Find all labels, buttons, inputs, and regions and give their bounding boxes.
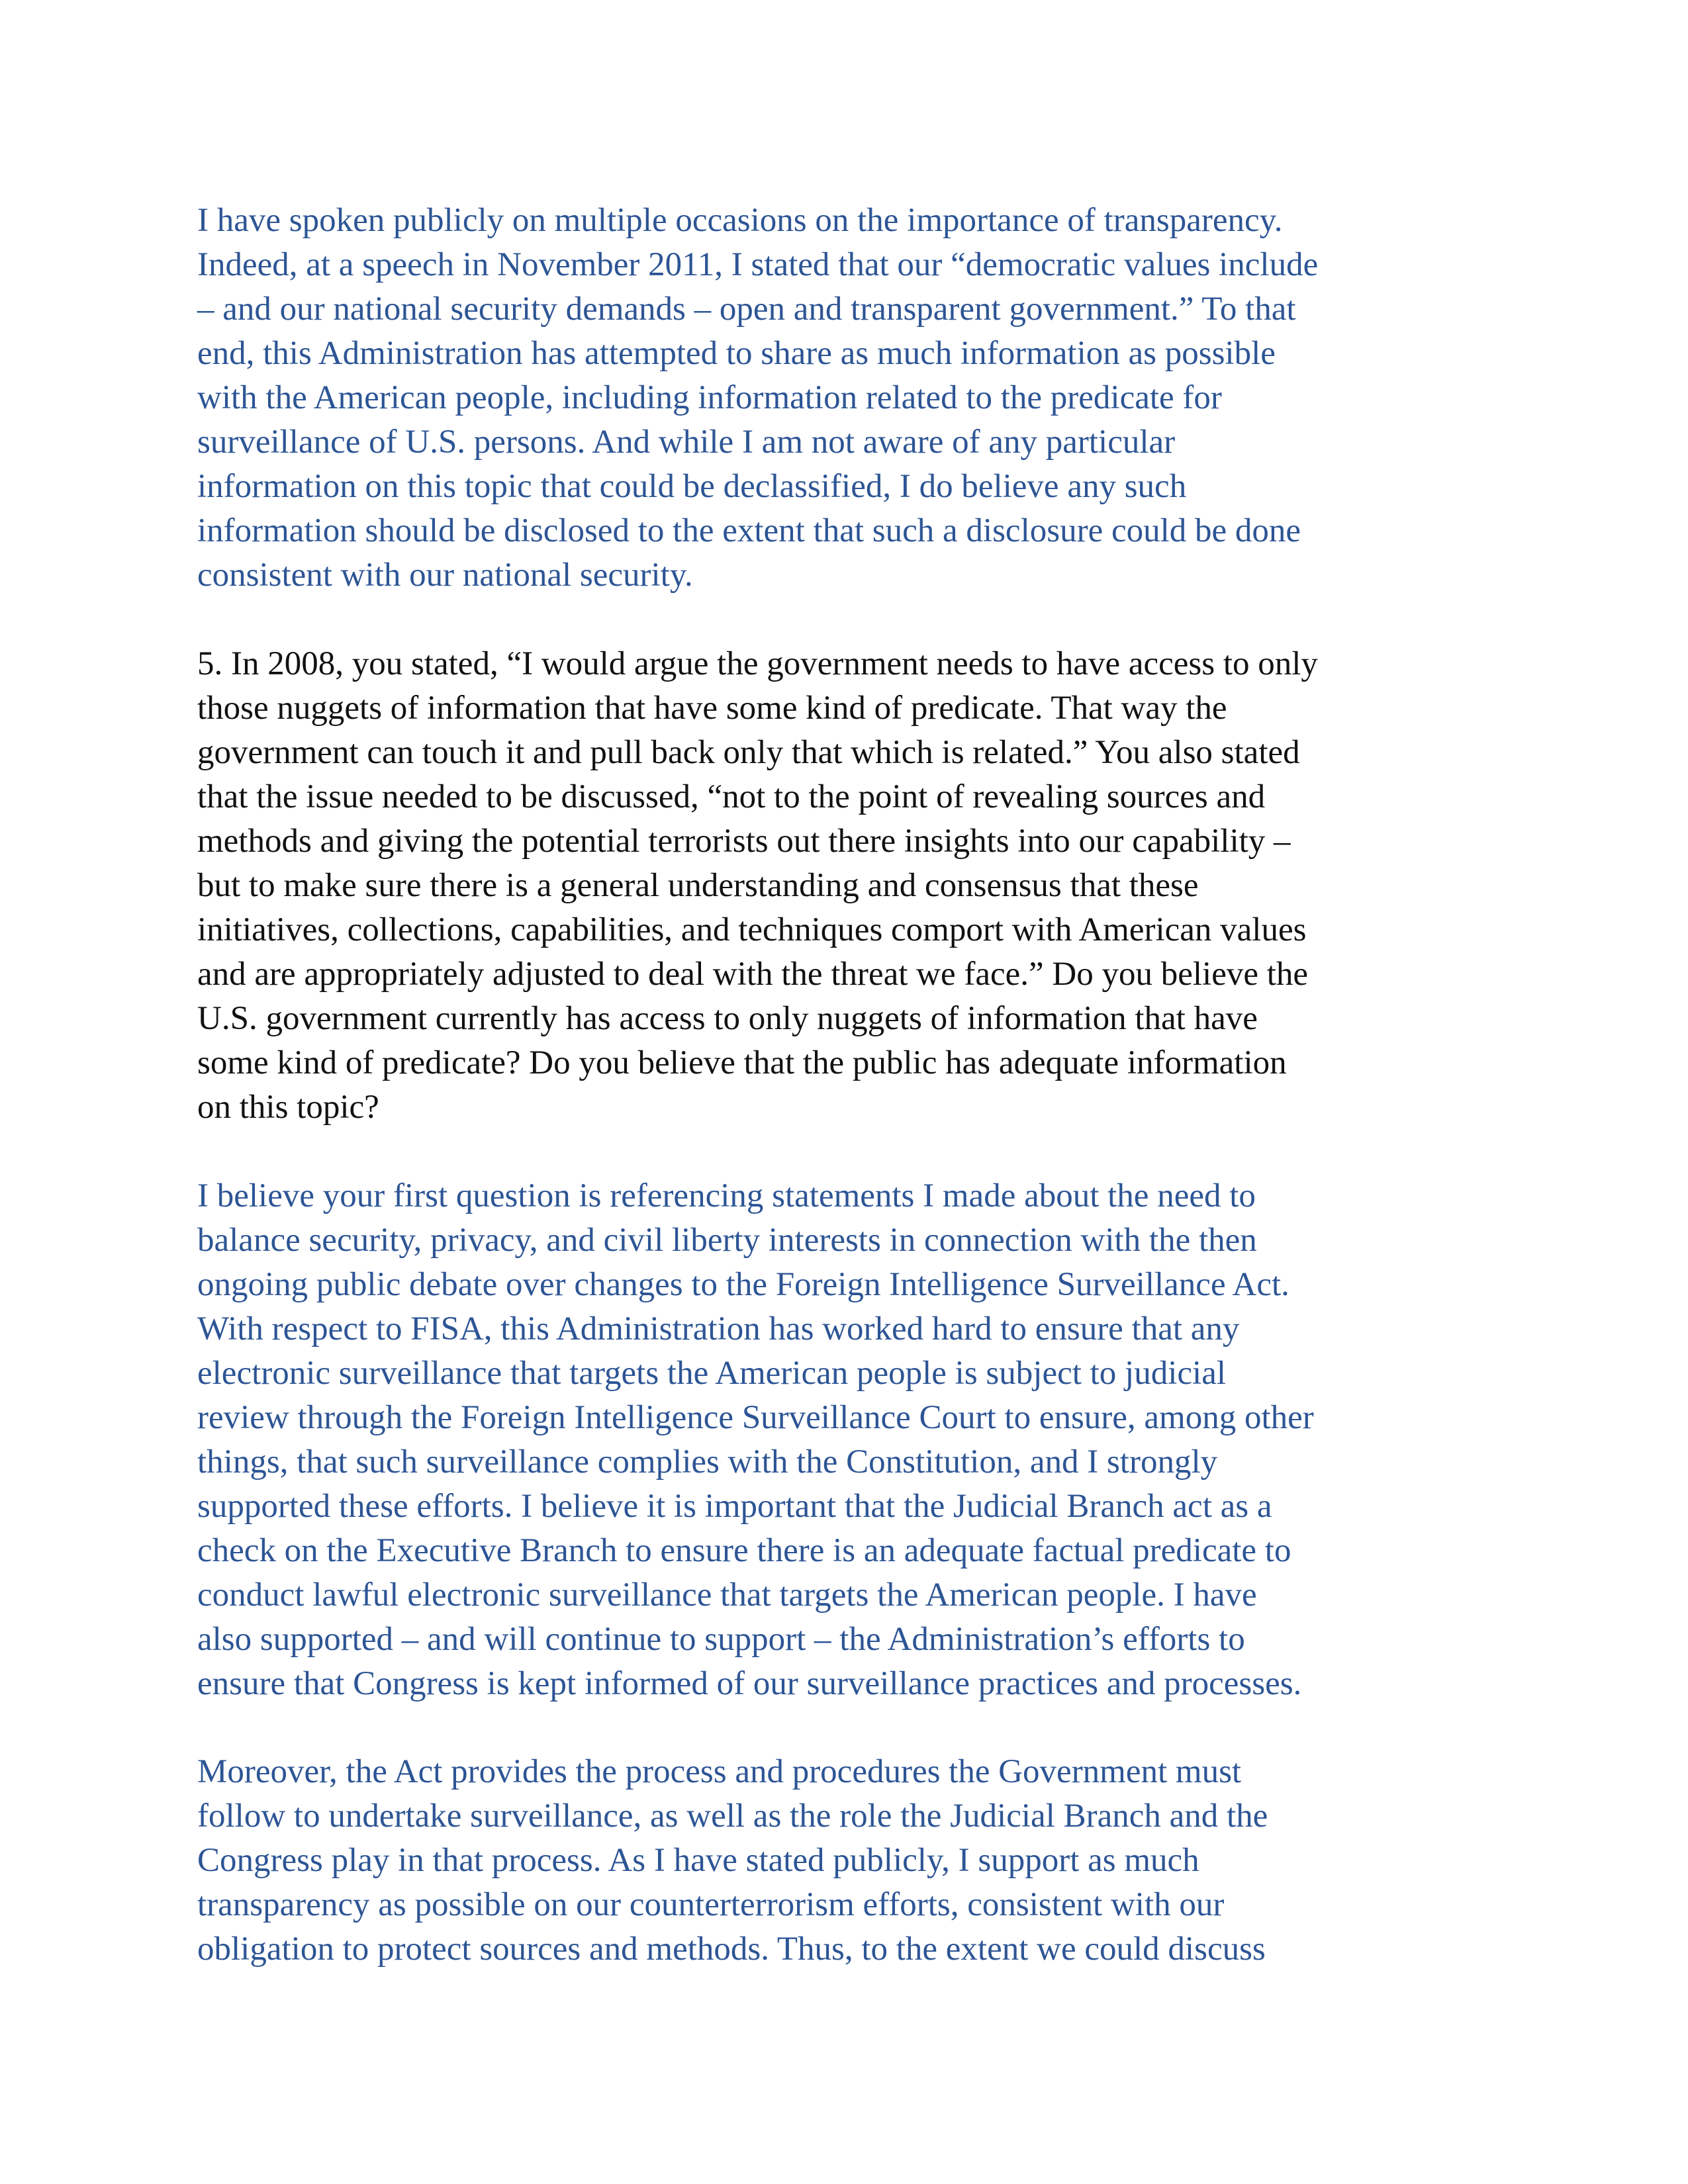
- answer-paragraph-fisa: [197, 1174, 1314, 1706]
- text-line: that the issue needed to be discussed, “not to the point of revealing sources and: [197, 778, 1266, 815]
- text-line: I have spoken publicly on multiple occasions on the importance of transparency.: [197, 202, 1283, 239]
- text-line: some kind of predicate? Do you believe that the public has adequate information: [197, 1044, 1287, 1081]
- text-line: transparency as possible on our counterterrorism efforts, consistent with our: [197, 1886, 1225, 1923]
- text-line: methods and giving the potential terrorists out there insights into our capability –: [197, 823, 1291, 860]
- text-line: with the American people, including information related to the predicate for: [197, 379, 1222, 416]
- answer-paragraph-act-process: [197, 1750, 1268, 1972]
- text-line: review through the Foreign Intelligence Surveillance Court to ensure, among other: [197, 1399, 1314, 1436]
- text-line: surveillance of U.S. persons. And while I am not aware of any particular: [197, 424, 1176, 461]
- text-line: With respect to FISA, this Administration has worked hard to ensure that any: [197, 1310, 1240, 1347]
- text-line: follow to undertake surveillance, as well as the role the Judicial Branch and the: [197, 1797, 1268, 1835]
- text-line: 5. In 2008, you stated, “I would argue the government needs to have access to only: [197, 645, 1318, 682]
- text-line: also supported – and will continue to support – the Administration’s efforts to: [197, 1621, 1245, 1658]
- text-line: on this topic?: [197, 1089, 379, 1126]
- question-paragraph-5: [197, 642, 1318, 1130]
- text-line: end, this Administration has attempted to share as much information as possible: [197, 335, 1276, 372]
- text-line: supported these efforts. I believe it is important that the Judicial Branch act as a: [197, 1488, 1272, 1525]
- text-line: but to make sure there is a general understanding and consensus that these: [197, 867, 1199, 904]
- text-line: Congress play in that process. As I have stated publicly, I support as much: [197, 1842, 1199, 1879]
- text-line: government can touch it and pull back only that which is related.” You also stated: [197, 734, 1300, 771]
- text-line: Moreover, the Act provides the process and procedures the Government must: [197, 1753, 1242, 1790]
- text-line: conduct lawful electronic surveillance that targets the American people. I have: [197, 1576, 1257, 1614]
- text-line: check on the Executive Branch to ensure there is an adequate factual predicate to: [197, 1532, 1291, 1569]
- text-line: initiatives, collections, capabilities, and techniques comport with American values: [197, 911, 1307, 948]
- text-line: and are appropriately adjusted to deal with the threat we face.” Do you believe the: [197, 956, 1309, 993]
- text-line: ensure that Congress is kept informed of our surveillance practices and processes.: [197, 1665, 1302, 1702]
- text-line: – and our national security demands – open and transparent government.” To that: [197, 291, 1296, 328]
- text-line: those nuggets of information that have some kind of predicate. That way the: [197, 690, 1227, 727]
- text-line: balance security, privacy, and civil liberty interests in connection with the then: [197, 1222, 1257, 1259]
- text-line: information on this topic that could be declassified, I do believe any such: [197, 468, 1187, 505]
- text-line: consistent with our national security.: [197, 557, 693, 594]
- text-line: U.S. government currently has access to only nuggets of information that have: [197, 1000, 1258, 1037]
- text-line: things, that such surveillance complies with the Constitution, and I strongly: [197, 1443, 1218, 1480]
- text-line: electronic surveillance that targets the American people is subject to judicial: [197, 1355, 1227, 1392]
- text-line: obligation to protect sources and methods. Thus, to the extent we could discuss: [197, 1931, 1266, 1968]
- text-line: Indeed, at a speech in November 2011, I stated that our “democratic values include: [197, 246, 1319, 283]
- text-line: ongoing public debate over changes to the Foreign Intelligence Surveillance Act.: [197, 1266, 1289, 1303]
- text-line: I believe your first question is referencing statements I made about the need to: [197, 1177, 1256, 1214]
- text-line: information should be disclosed to the extent that such a disclosure could be done: [197, 512, 1301, 549]
- answer-paragraph-transparency: [197, 199, 1318, 598]
